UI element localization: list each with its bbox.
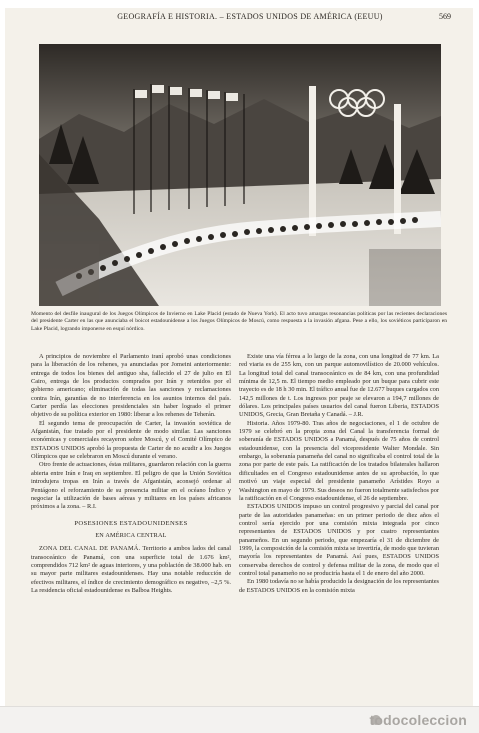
entry-lead: ZONA DEL CANAL DE PANAMÁ. <box>39 545 141 553</box>
watermark-text: todocoleccion <box>369 712 467 728</box>
paragraph: En 1980 todavía no se había producido la designación de los representantes de ESTADOS UNIDOS en la comisión mixta <box>239 578 439 594</box>
running-title: GEOGRAFÍA E HISTORIA. – ESTADOS UNIDOS DE AMÉRICA (EEUU) <box>117 12 383 21</box>
paragraph: Existe una vía férrea a lo largo de la zona, con una longitud de 77 km. La red viaria es de 255 km, con un parque automovilístico de 20.000 vehículos. La longitud total del canal transoceánico es de 84 km, con una profundidad mínima de 12,5 m. El tiempo medio empleado por un buque para cubrir este trayecto es de 18 h 30 min. El tráfico anual fue de 12.677 buques cargados con 142,5 millones de t. Los ingresos por peaje se elevaron a 194,7 millones de dólares. Los principales países usuarios del canal fueron Liberia, ESTADOS UNIDOS, Grecia, Gran Bretaña y Canadá. – J.R. <box>239 353 439 419</box>
left-text-column <box>31 353 231 595</box>
paragraph: Historia. Años 1979-80. Tras años de negociaciones, el 1 de octubre de 1979 se celebró en la propia zona del Canal la transferencia formal de soberanía de ESTADOS UNIDOS a Panamá, después de 75 años de control estadounidense, con la presencia del vicepresidente Walter Mondale. Sin embargo, la soberanía panameña del canal no significaba el control total de la zona por parte de este país. La ratificación de los tratados bilaterales hallaron dificultades en el Congreso estadounidense antes de su aprobación, lo que motivó un viaje especial del presidente panameño Arístides Royo a Washington en mayo de 1979. Sus deseos no fueron totalmente satisfechos por la ratificación en el Congreso estadounidense, el 26 de septiembre. <box>239 419 439 502</box>
photo-image <box>39 44 441 306</box>
photo-caption: Momento del desfile inaugural de los Juegos Olímpicos de Invierno en Lake Placid (estado de Nueva York). El acto tuvo amargas resonancias políticas por las recientes declaraciones del presidente Carter en las que anunciaba el boicot estadounidense a los Juegos Olímpicos de Moscú, como respuesta a la invasión afgana. Pese a ello, los soviéticos participaron en Lake Placid, logrando imponerse en esquí nórdico. <box>31 311 447 332</box>
paragraph <box>31 545 231 595</box>
right-text-column <box>239 353 439 595</box>
paragraph: El segundo tema de preocupación de Carter, la invasión soviética de Afganistán, fue tratado por el presidente de modo similar. Las sanciones económicas y comerciales recayeron sobre Moscú, y el Comité Olímpico de ESTADOS UNIDOS aprobó la propuesta de Carter de no acudir a los Juegos Olímpicos que se celebraron en Moscú durante el verano. <box>31 419 231 461</box>
page-number: 569 <box>439 12 451 21</box>
watermark-bar <box>0 706 479 733</box>
entry-text: Territorio a ambos lados del canal transoceánico de Panamá, con una superficie total de 1.676 km², comprendidos 712 km² de aguas interiores, y una población de 38.000 hab. en su mayor parte militares estadounidenses. Hay una notable reducción de efectivos militares, el índice de crecimiento demográfico es negativo, –2,5 %. La residencia oficial estadounidense es Balboa Heights. <box>31 545 231 594</box>
section-heading: POSESIONES ESTADOUNIDENSES <box>74 519 188 527</box>
olympic-parade-photo <box>39 44 441 306</box>
paragraph: ESTADOS UNIDOS impuso un control progresivo y parcial del canal por parte de las autoridades panameñas: en un primer periodo de diez años el control sería ejercido por una comisión mixta integrada por cinco representantes de ESTADOS UNIDOS y por cuatro representantes panameños. En un segundo periodo, que empezaría el 31 de diciembre de 1999, la composición de la comisión mixta se invertiría, de modo que tuvieran mayoría los representantes de Panamá. Así pues, ESTADOS UNIDOS conservaba derechos de control y defensa militar de la zona, de modo que el control total panameño no se produciría hasta el 1 de enero del año 2000. <box>239 503 439 577</box>
section-subheading: EN AMÉRICA CENTRAL <box>95 531 167 539</box>
book-page <box>5 8 473 706</box>
paragraph: Otro frente de actuaciones, éstas militares, guardaron relación con la guerra abierta entre Irán e Iraq en septiembre. El peligro de que la Unión Soviética introdujera tropas en Irán a través de Afganistán, aconsejó ordenar al Pentágono el reforzamiento de su presencia militar en el océano Índico y negociar la utilización de bases aéreas y militares en los países africanos próximos a la zona. – R.I. <box>31 461 231 511</box>
paragraph: A principios de noviembre el Parlamento iraní aprobó unas condiciones para la liberación de los rehenes, ya anunciadas por Jomeini anteriormente: entrega de todos los bienes del antiguo sha, fallecido el 27 de julio en El Cairo, entrega de los productos comprados por Irán y retenidos por el gobierno americano; eliminación de todas las sanciones y reclamaciones contra Irán, garantías de no interferencia en los asuntos internos del país. Carter perdía las elecciones presidenciales sin haber logrado el primer objetivo de su política exterior en 1980: liberar a los rehenes de Teherán. <box>31 353 231 419</box>
